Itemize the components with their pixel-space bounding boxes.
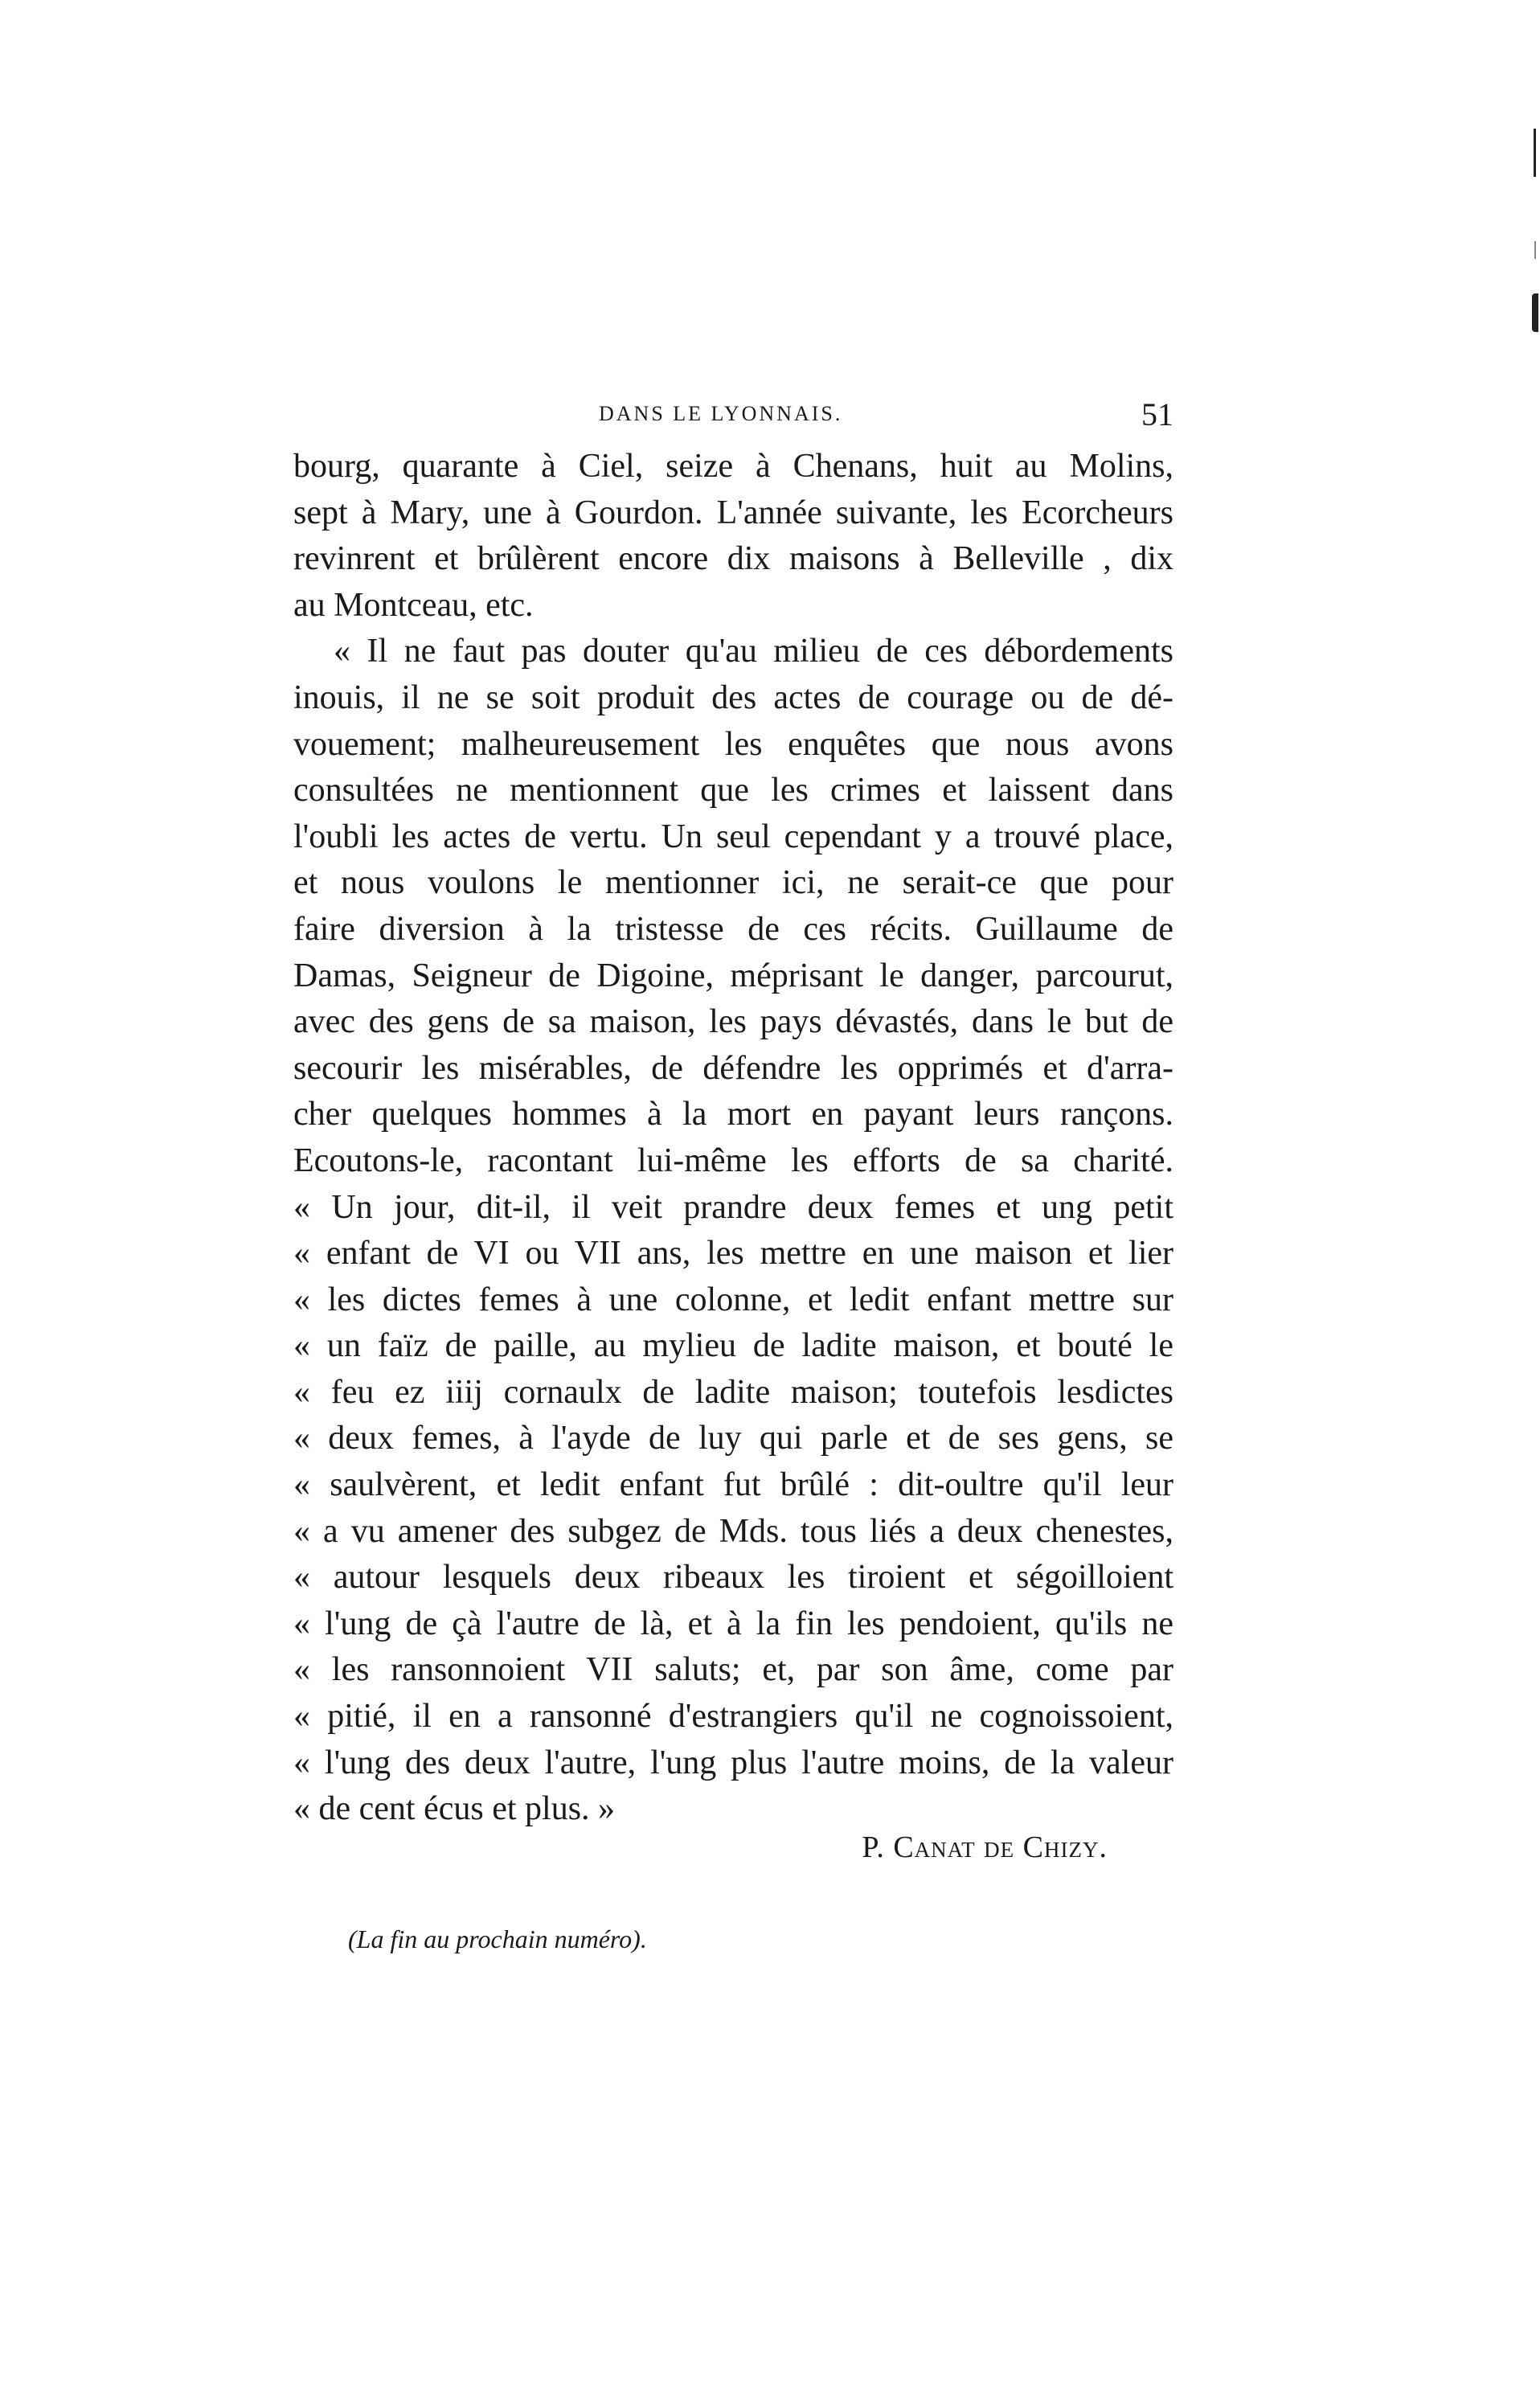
text-line: « a vu amener des subgez de Mds. tous liés a deux chenestes, xyxy=(293,1512,1173,1550)
text-line: et nous voulons le mentionner ici, ne serait-ce que pour xyxy=(293,864,1173,902)
text-line: vouement; malheureusement les enquêtes que nous avons xyxy=(293,725,1173,763)
text-line: faire diversion à la tristesse de ces récits. Guillaume de xyxy=(293,910,1173,948)
text-line: Ecoutons-le, racontant lui-même les efforts de sa charité. xyxy=(293,1142,1173,1179)
text-line: l'oubli les actes de vertu. Un seul cependant y a trouvé place, xyxy=(293,818,1173,855)
text-line: secourir les misérables, de défendre les opprimés et d'arra- xyxy=(293,1049,1173,1087)
text-line: « les dictes femes à une colonne, et ledit enfant mettre sur xyxy=(293,1281,1173,1318)
scan-mark xyxy=(1534,129,1536,177)
text-line: revinrent et brûlèrent encore dix maisons à Belleville , dix xyxy=(293,540,1173,578)
body-text xyxy=(293,444,1173,1833)
text-line: « de cent écus et plus. » xyxy=(293,1790,616,1828)
text-line: « autour lesquels deux ribeaux les tiroient et ségoilloient xyxy=(293,1559,1173,1597)
text-line: « Il ne faut pas douter qu'au milieu de ces débordements xyxy=(334,633,1173,670)
text-line: « l'ung de çà l'autre de là, et à la fin les pendoient, qu'ils ne xyxy=(293,1605,1173,1642)
text-line: Damas, Seigneur de Digoine, méprisant le danger, parcourut, xyxy=(293,957,1173,994)
text-line: « pitié, il en a ransonné d'estrangiers qu'il ne cognoissoient, xyxy=(293,1698,1173,1736)
scan-mark xyxy=(1534,241,1536,259)
text-line: au Montceau, etc. xyxy=(293,586,534,624)
text-line: « saulvèrent, et ledit enfant fut brûlé : dit-oultre qu'il leur xyxy=(293,1466,1173,1504)
text-line: « Un jour, dit-il, il veit prandre deux femes et ung petit xyxy=(293,1188,1173,1226)
text-line: inouis, il ne se soit produit des actes de courage ou de dé- xyxy=(293,678,1173,716)
author-signature xyxy=(862,1830,1108,1865)
running-head xyxy=(293,396,1173,436)
signature-name: Canat de Chizy. xyxy=(893,1830,1108,1864)
text-line: « enfant de VI ou VII ans, les mettre en une maison et lier xyxy=(293,1235,1173,1273)
text-line: « les ransonnoient VII saluts; et, par son âme, come par xyxy=(293,1651,1173,1689)
text-line: sept à Mary, une à Gourdon. L'année suivante, les Ecorcheurs xyxy=(293,494,1173,531)
text-line: « deux femes, à l'ayde de luy qui parle et de ses gens, se xyxy=(293,1420,1173,1457)
text-line: cher quelques hommes à la mort en payant leurs rançons. xyxy=(293,1096,1173,1133)
text-line: consultées ne mentionnent que les crimes et laissent dans xyxy=(293,772,1173,810)
text-line: « un faïz de paille, au mylieu de ladite maison, et bouté le xyxy=(293,1327,1173,1365)
text-line: « l'ung des deux l'autre, l'ung plus l'autre moins, de la valeur xyxy=(293,1744,1173,1781)
text-line: « feu ez iiij cornaulx de ladite maison; toutefois lesdictes xyxy=(293,1373,1173,1411)
signature-initial: P. xyxy=(862,1830,894,1864)
scan-mark xyxy=(1532,293,1538,332)
continuation-note: (La fin au prochain numéro). xyxy=(348,1924,647,1953)
running-title: DANS LE LYONNAIS. xyxy=(599,402,843,425)
text-line: avec des gens de sa maison, les pays dévastés, dans le but de xyxy=(293,1003,1173,1041)
page-number: 51 xyxy=(1141,396,1173,432)
text-line: bourg, quarante à Ciel, seize à Chenans, huit au Molins, xyxy=(293,448,1173,485)
